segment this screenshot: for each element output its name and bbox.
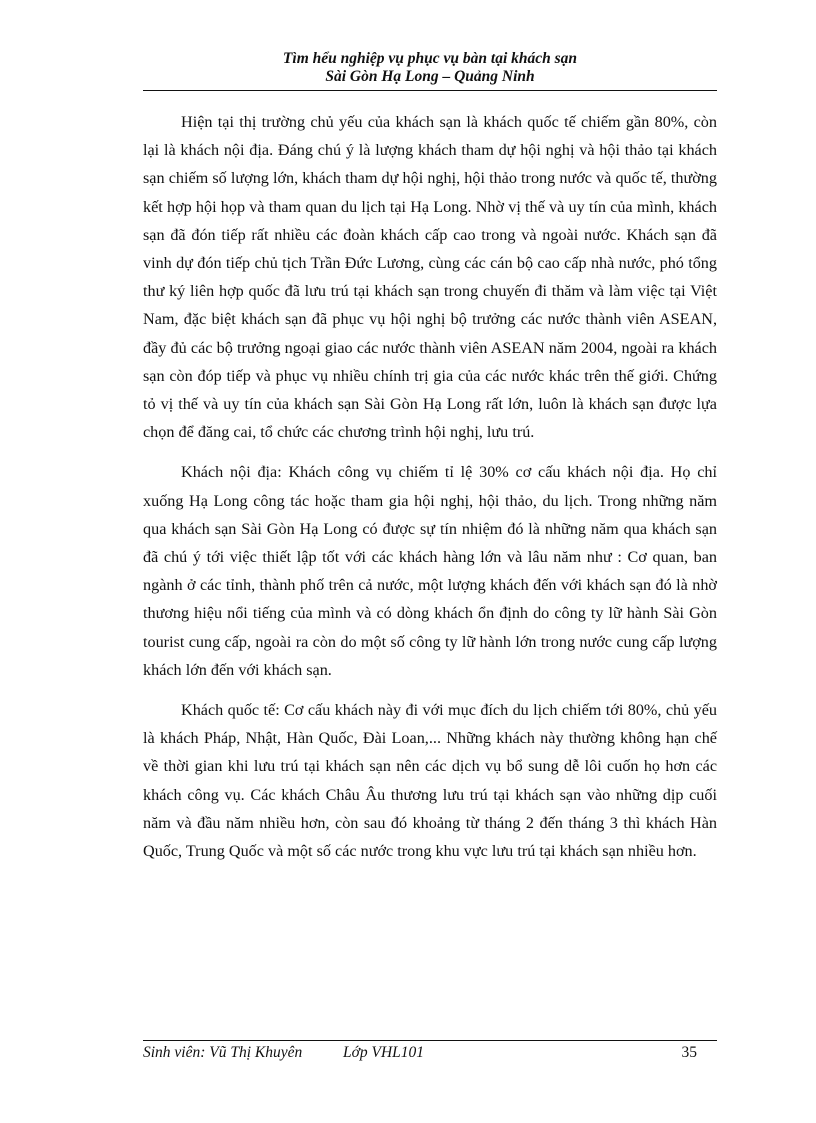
body-text [143, 108, 717, 877]
footer-student-name: Sinh viên: Vũ Thị Khuyên [143, 1044, 303, 1061]
paragraph-domestic-guests: Khách nội địa: Khách công vụ chiếm tỉ lệ 30% cơ cấu khách nội địa. Họ chỉ xuống Hạ Long công tác hoặc tham gia hội nghị, hội thảo, du lịch. Trong những năm qua khách sạn Sài Gòn Hạ Long có được sự tín nhiệm đó là những năm qua khách sạn đã chú ý tới việc thiết lập tốt với các khách hàng lớn và lâu năm như : Cơ quan, ban ngành ở các tỉnh, thành phố trên cả nước, một lượng khách đến với khách sạn đó là nhờ thương hiệu nổi tiếng của mình và có dòng khách ổn định do công ty lữ hành Sài Gòn tourist cung cấp, ngoài ra còn do một số công ty lữ hành lớn trong nước cung cấp lượng khách lớn đến với khách sạn. [143, 463, 717, 679]
paragraph-international-guests: Khách quốc tế: Cơ cấu khách này đi với mục đích du lịch chiếm tới 80%, chủ yếu là khách Pháp, Nhật, Hàn Quốc, Đài Loan,... Những khách này thường không hạn chế về thời gian khi lưu trú tại khách sạn nên các dịch vụ bổ sung dễ lôi cuốn họ hơn các khách công vụ. Các khách Châu Âu thương lưu trú tại khách sạn vào những dịp cuối năm và đầu năm nhiều hơn, còn sau đó khoảng từ tháng 2 đến tháng 3 thì khách Hàn Quốc, Trung Quốc và một số các nước trong khu vực lưu trú tại khách sạn nhiều hơn. [143, 701, 717, 861]
page-footer [143, 1043, 717, 1063]
header-title-line-1: Tìm hểu nghiệp vụ phục vụ bàn tại khách sạn [282, 50, 578, 67]
paragraph-market-overview: Hiện tại thị trường chủ yếu của khách sạn là khách quốc tế chiếm gần 80%, còn lại là khách nội địa. Đáng chú ý là lượng khách tham dự hội nghị và hội thảo tại khách sạn chiếm số lượng lớn, khách tham dự hội nghị, hội thảo trong nước và quốc tế, thường kết hợp hội họp và tham quan du lịch tại Hạ Long. Nhờ vị thế và uy tín của mình, khách sạn đã đón tiếp rất nhiều các đoàn khách cấp cao trong và ngoài nước. Khách sạn đã vinh dự đón tiếp chủ tịch Trần Đức Lương, cùng các cán bộ cao cấp nhà nước, phó tổng thư ký liên hợp quốc đã lưu trú tại khách sạn trong chuyến đi thăm và làm việc tại Việt Nam, đặc biệt khách sạn đã phục vụ hội nghị bộ trưởng các nước thành viên ASEAN, đầy đủ các bộ trưởng ngoại giao các nước thành viên ASEAN năm 2004, ngoài ra khách sạn còn đóp tiếp và phục vụ nhiều chính trị gia của các nước khác trên thế giới. Chứng tỏ vị thế và uy tín của khách sạn Sài Gòn Hạ Long rất lớn, luôn là khách sạn được lựa chọn để đăng cai, tổ chức các chương trình hội nghị, lưu trú. [143, 113, 717, 442]
header-title-line-2: Sài Gòn Hạ Long – Quảng Ninh [325, 68, 535, 85]
page-number: 35 [681, 1044, 697, 1061]
header-divider [143, 90, 717, 91]
footer-divider [143, 1040, 717, 1041]
footer-class: Lớp VHL101 [343, 1044, 425, 1061]
running-header [143, 50, 717, 86]
